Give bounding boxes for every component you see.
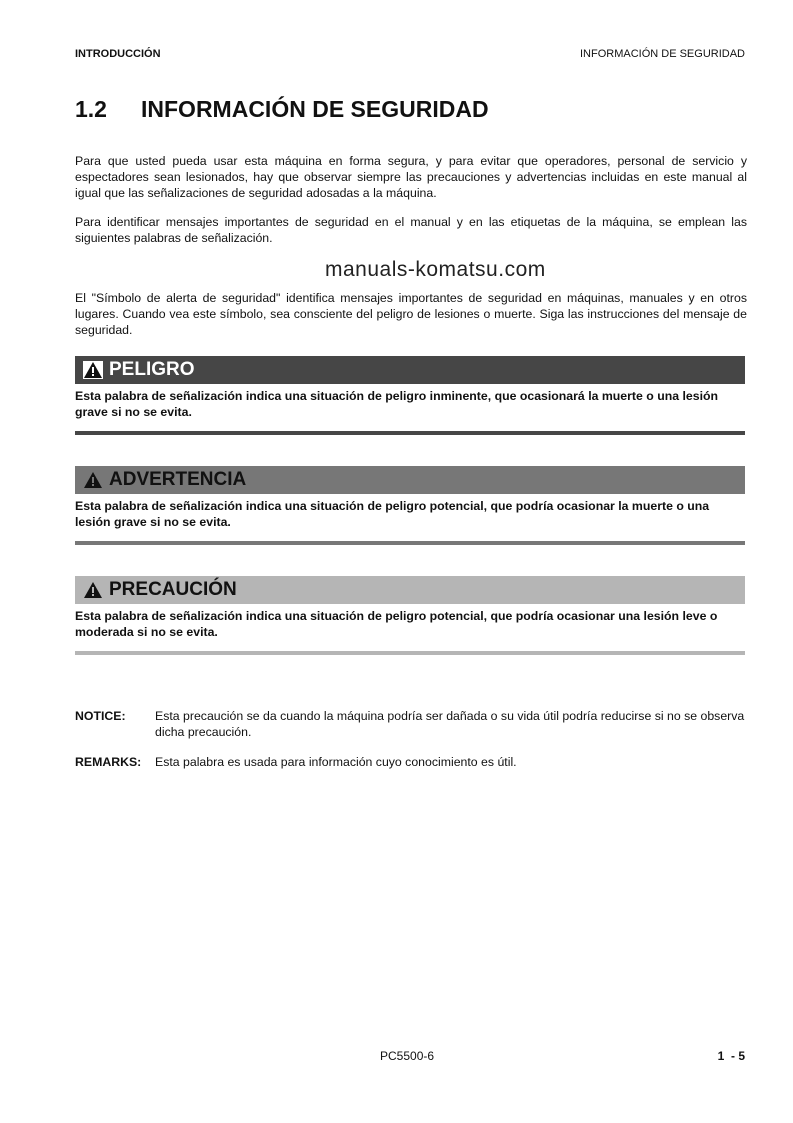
intro-paragraph: Para que usted pueda usar esta máquina en forma segura, y para evitar que operadores, personal de servicio y espectadores sean lesionados, hay que observar siempre las precauciones y advertencias incluidas en este manual al igual que las señalizaciones de seguridad adosadas a la máquina. (75, 154, 747, 200)
watermark: manuals-komatsu.com (325, 258, 546, 281)
title-text: INFORMACIÓN DE SEGURIDAD (141, 96, 489, 122)
page-title (75, 96, 489, 123)
signal-rule (75, 651, 745, 655)
signal-words-paragraph: Para identificar mensajes importantes de seguridad en el manual y en las etiquetas de la máquina, se emplean las siguientes palabras de señalización. (75, 215, 747, 245)
signal-bar-0 (75, 356, 745, 384)
notice-label: NOTICE: (75, 709, 126, 723)
remarks-note (75, 754, 747, 770)
warning-triangle-icon (83, 361, 103, 379)
warning-triangle-icon (83, 581, 103, 599)
footer-model: PC5500-6 (380, 1049, 435, 1063)
footer-page: 1 - 5 (717, 1049, 745, 1063)
signal-label: PRECAUCIÓN (109, 579, 237, 600)
notice-text: Esta precaución se da cuando la máquina podría ser dañada o su vida útil podría reducirse si no se observa dicha precaución. (155, 709, 745, 739)
signal-label: PELIGRO (109, 359, 195, 380)
header-section: INTRODUCCIÓN (75, 48, 161, 60)
signal-label: ADVERTENCIA (109, 469, 247, 490)
signal-description: Esta palabra de señalización indica una situación de peligro inminente, que ocasionará la muerte o una lesión grave si no se evita. (75, 389, 719, 419)
alert-symbol-paragraph: El "Símbolo de alerta de seguridad" identifica mensajes importantes de seguridad en máquinas, manuales y en otros lugares. Cuando vea este símbolo, sea consciente del peligro de lesiones o muerte. Siga las instrucciones del mensaje de seguridad. (75, 291, 747, 337)
signal-rule (75, 541, 745, 545)
section-number: 1.2 (75, 96, 107, 122)
remarks-label: REMARKS: (75, 755, 142, 769)
signal-description: Esta palabra de señalización indica una situación de peligro potencial, que podría ocasionar la muerte o una lesión grave si no se evita. (75, 499, 710, 529)
signal-bar-1 (75, 466, 745, 494)
warning-triangle-icon (83, 471, 103, 489)
remarks-text: Esta palabra es usada para información cuyo conocimiento es útil. (155, 755, 517, 769)
signal-bar-2 (75, 576, 745, 604)
signal-rule (75, 431, 745, 435)
header-topic: INFORMACIÓN DE SEGURIDAD (579, 48, 745, 60)
signal-description: Esta palabra de señalización indica una situación de peligro potencial, que podría ocasionar una lesión leve o moderada si no se evita. (75, 609, 718, 639)
notice-note (75, 708, 747, 740)
